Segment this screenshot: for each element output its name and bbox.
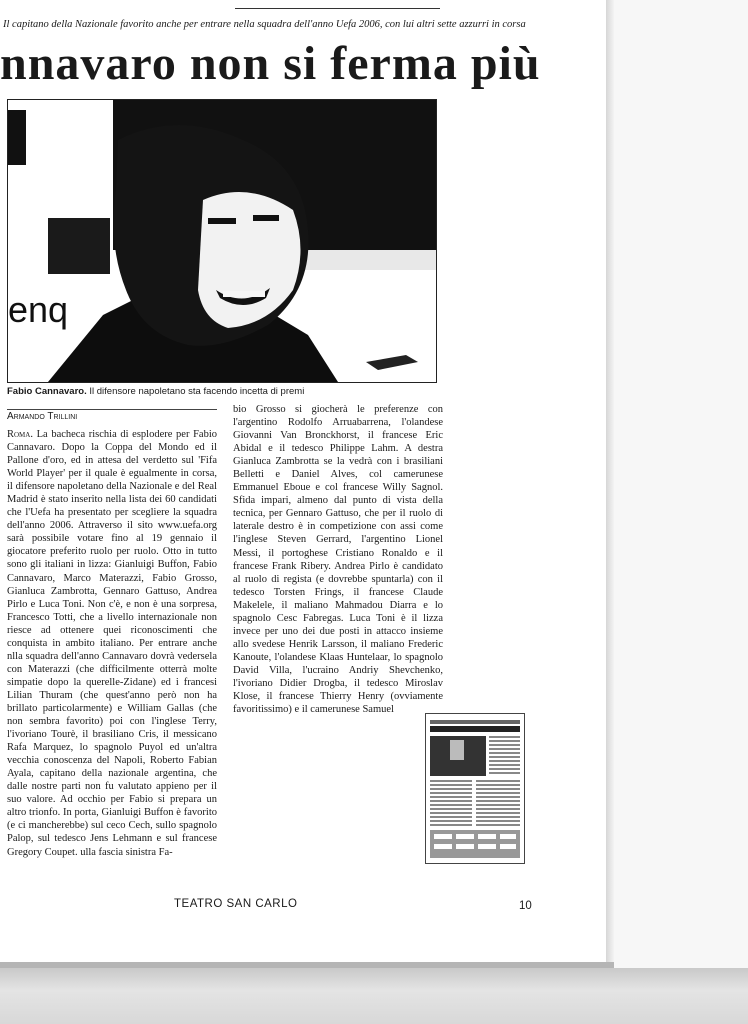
page-edge-shadow [606, 0, 614, 968]
page-number: 10 [519, 900, 532, 912]
article-kicker: Il capitano della Nazionale favorito anche per entrare nella squadra dell'anno Uefa 2006, con lui altri sette azzurri in corsa [3, 19, 526, 30]
page-thumbnail [425, 713, 525, 864]
byline-rule [7, 409, 217, 410]
photo-caption [7, 386, 437, 397]
footer-venue: TEATRO SAN CARLO [174, 898, 298, 910]
dateline: Roma. [7, 429, 33, 440]
portrait-image [8, 100, 436, 382]
svg-text:enq: enq [8, 289, 69, 330]
column-2-body: bio Grosso si giocherà le preferenze con l'argentino Rodolfo Arruabarrena, l'olandese Giovanni Van Bronckhorst, il francese Eric Abidal e il tedesco Philippe Lahm. A destra Gianluca Zambrotta se la vedrà con i brasiliani Belletti e Daniel Alves, col camerunese Emmanuel Eboue e col francese Willy Sagnol. Sfida impari, almeno dal punto di vista della tecnica, per Gennaro Gattuso, che per il ruolo di laterale destro è in competizione con assi come l'inglese Steven Gerrard, l'argentino Lionel Messi, il portoghese Cristiano Ronaldo e il francese Frank Ribery. Andrea Pirlo è candidato al ruolo di regista (e dovrebbe spuntarla) con il tedesco Torsten Frings, il francese Claude Makelele, il maliano Mahmadou Diarra e lo spagnolo Cesc Fabregas. Luca Toni è il lizza invece per uno dei due posti in attacco insieme allo svedese Henrik Larsson, il maliano Frederic Kanoute, l'olandese Klaas Huntelaar, lo spagnolo David Villa, l'ucraino Andriy Shevchenko, l'ivoriano Didier Drogba, il tedesco Miroslav Klose, il francese Thierry Henry (ovviamente favoritissimo) e il camerunese Samuel [233, 404, 443, 716]
caption-text: Il difensore napoletano sta facendo incetta di premi [89, 386, 305, 397]
page-margin-right [614, 0, 748, 968]
scanner-background [0, 968, 748, 1024]
author-byline: Armando Trillini [7, 411, 78, 422]
caption-name: Fabio Cannavaro. [7, 386, 87, 397]
thumbnail-image [426, 714, 524, 863]
column-1-body: La bacheca rischia di esplodere per Fabio Cannavaro. Dopo la Coppa del Mondo ed il Pallone d'oro, ed in attesa del verdetto sul 'Fifa World Player' per il quale è egualmente in corsa, il difensore napoletano della Nazionale e del Real Madrid è stato inserito nella lista dei 60 candidati che l'Uefa ha presentato per scegliere la squadra dell'anno 2006. Attraverso il sito www.uefa.org sarà possibile votare fino al 19 gennaio il giocatore preferito ruolo per ruolo. Otto in tutto sono gli italiani in lizza: Gianluigi Buffon, Fabio Cannavaro, Marco Materazzi, Fabio Grosso, Gianluca Zambrotta, Gennaro Gattuso, Andrea Pirlo e Luca Toni. Non c'è, e non è una sorpresa, Francesco Totti, che a livello internazionale non riesce ad ottenere quei riconoscimenti che conquista in ambito italiano. Per entrare anche nlla squadra dell'anno Cannavaro dovrà vedersela con Materazzi (che difficilmente otterrà molte simpatie dopo la querelle-Zidane) ed i francesi Lilian Thuram (che quest'anno però non ha brillato particolarmente) e William Gallas (che non sembra favorito) poi con l'inglese Terry, l'ivoriano Tourè, il brasiliano Cris, il messicano Rafa Marquez, lo spagnolo Puyol ed un'altra vecchia conoscenza del Napoli, Roberto Fabian Ayala, capitano della nazionale argentina, che dalle nostre parti non fu valutato appieno per il suo valore. Ad occhio per Fabio si prepara un altro trionfo. In porta, Gianluigi Buffon è favorito (e ci mancherebbe) sul ceco Cech, sullo spagnolo Palop, sul tedesco Jens Lehmann e sul francese Gregory Coupet. ulla fascia sinistra Fa- [7, 429, 217, 858]
top-rule [235, 8, 440, 9]
article-column-2 [233, 403, 443, 716]
article-headline: nnavaro non si ferma più [0, 37, 541, 90]
article-column-1 [7, 428, 217, 859]
article-photo [7, 99, 437, 383]
